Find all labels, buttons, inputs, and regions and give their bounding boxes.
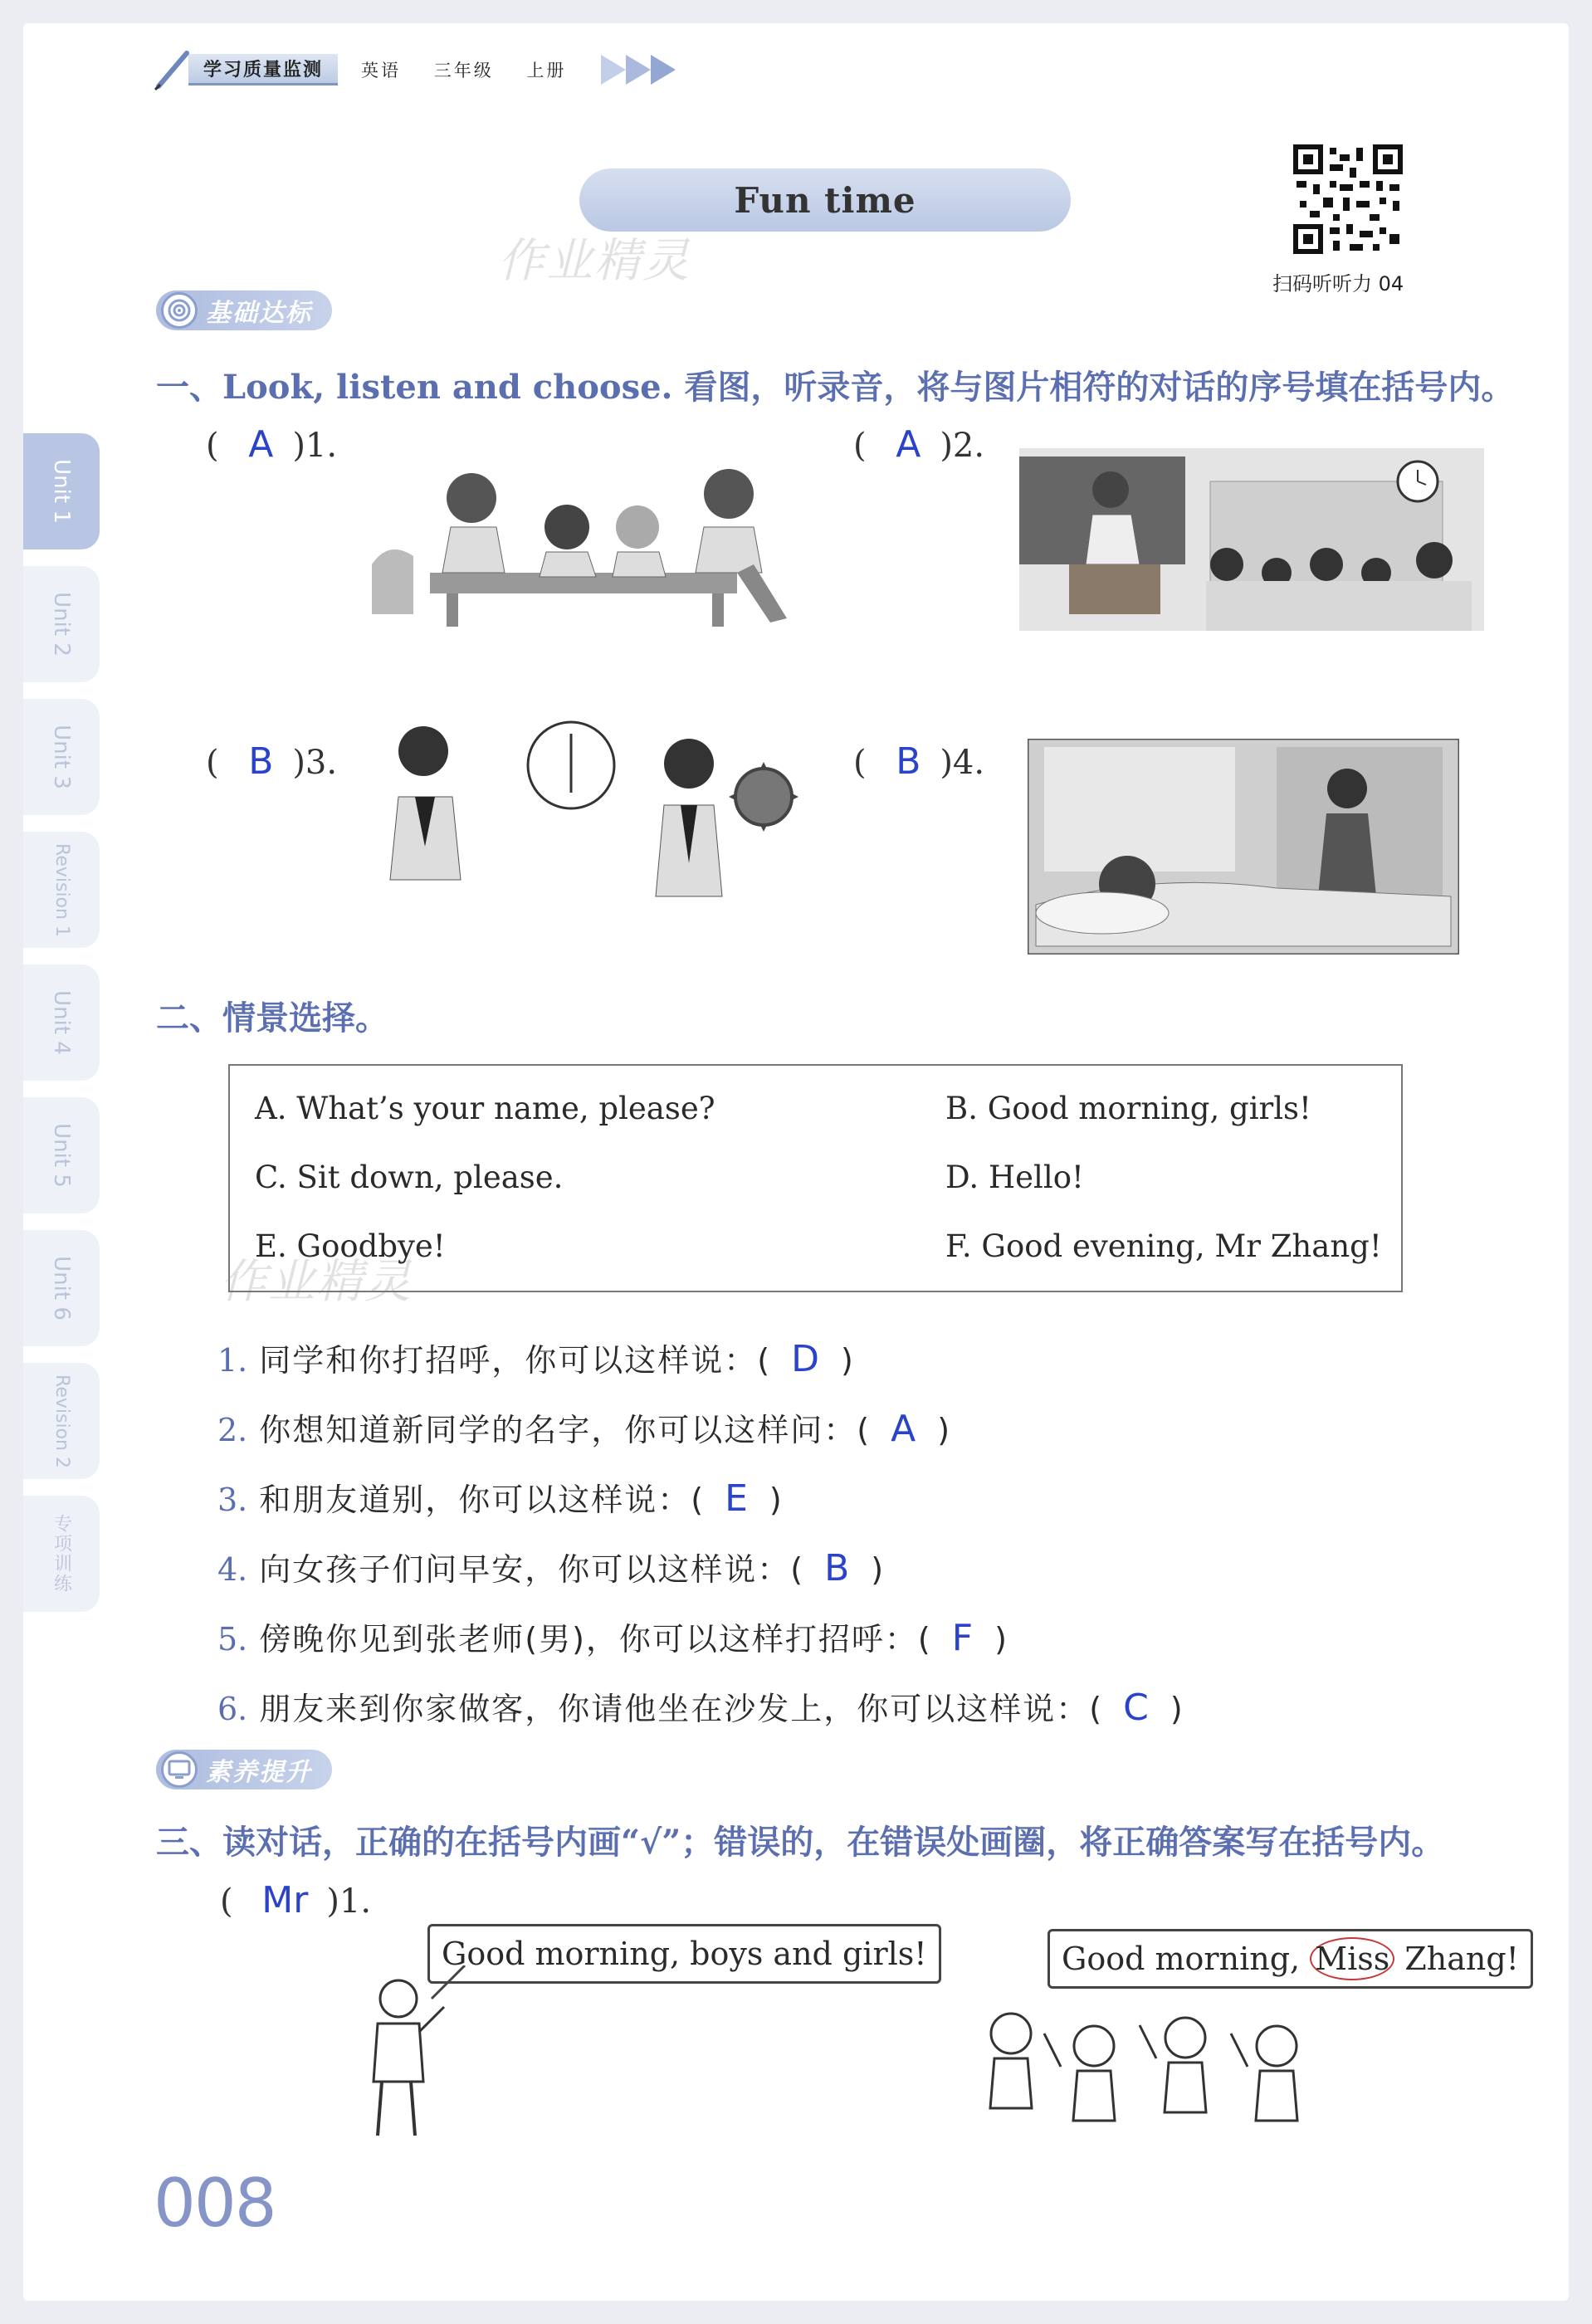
picture-kids-at-table bbox=[364, 448, 795, 631]
watermark: 作业精灵 bbox=[220, 1255, 413, 1309]
tab-special-training[interactable]: 专项训练 bbox=[23, 1496, 100, 1612]
choice-b: B. Good morning, girls! bbox=[945, 1091, 1311, 1126]
page-title: Fun time bbox=[579, 168, 1071, 232]
choice-a: A. What’s your name, please? bbox=[255, 1091, 715, 1126]
screen-icon bbox=[161, 1751, 198, 1788]
answer[interactable]: E bbox=[725, 1477, 750, 1520]
picture-kids-waving bbox=[969, 2000, 1335, 2133]
term: 上册 bbox=[526, 61, 567, 81]
answer[interactable]: A bbox=[248, 423, 274, 466]
answer[interactable]: D bbox=[791, 1338, 821, 1380]
choice-e: E. Goodbye! bbox=[255, 1228, 446, 1264]
tab-unit-6[interactable]: Unit 6 bbox=[23, 1230, 100, 1346]
answer[interactable]: F bbox=[951, 1617, 975, 1659]
book-meta bbox=[361, 57, 591, 82]
target-icon bbox=[161, 292, 198, 329]
q2-item-1: 1. 同学和你打招呼，你可以这样说：( D ) bbox=[217, 1338, 855, 1380]
q1-item-1: ( A )1. bbox=[206, 423, 338, 466]
q1-item-4: ( B )4. bbox=[853, 740, 985, 783]
tab-revision-2[interactable]: Revision 2 bbox=[23, 1363, 100, 1479]
speech-bubble-teacher: Good morning, boys and girls! bbox=[427, 1924, 941, 1984]
choice-c: C. Sit down, please. bbox=[255, 1160, 564, 1195]
picture-clock-and-sun bbox=[374, 714, 813, 938]
q2-item-2: 2. 你想知道新同学的名字，你可以这样问：( A ) bbox=[217, 1408, 952, 1450]
qr-caption: 扫码听听力 04 bbox=[1272, 272, 1404, 295]
tab-unit-4[interactable]: Unit 4 bbox=[23, 964, 100, 1081]
picture-boy-in-bed bbox=[1028, 739, 1459, 954]
watermark: 作业精灵 bbox=[498, 234, 691, 288]
choice-f: F. Good evening, Mr Zhang! bbox=[945, 1228, 1382, 1264]
q2-item-5: 5. 傍晚你见到张老师(男)，你可以这样打招呼：( F ) bbox=[217, 1617, 1008, 1659]
tab-unit-1[interactable]: Unit 1 bbox=[23, 433, 100, 549]
choices-box bbox=[228, 1064, 1403, 1292]
tab-revision-1[interactable]: Revision 1 bbox=[23, 832, 100, 948]
answer[interactable]: B bbox=[248, 740, 274, 783]
answer[interactable]: Mr bbox=[261, 1879, 309, 1921]
question-2-heading: 二、情景选择。 bbox=[156, 998, 388, 1038]
q1-item-3: ( B )3. bbox=[206, 740, 338, 783]
answer[interactable]: A bbox=[896, 423, 921, 466]
book-title: 学习质量监测 bbox=[188, 54, 338, 85]
tab-unit-2[interactable]: Unit 2 bbox=[23, 566, 100, 682]
answer[interactable]: C bbox=[1123, 1687, 1150, 1729]
speech-bubble-kids: Good morning, Miss Zhang! bbox=[1047, 1929, 1533, 1989]
answer[interactable]: B bbox=[824, 1547, 852, 1589]
running-header bbox=[154, 48, 709, 91]
tab-unit-3[interactable]: Unit 3 bbox=[23, 699, 100, 815]
qr-code-icon[interactable] bbox=[1293, 144, 1403, 254]
question-3-heading: 三、读对话，正确的在括号内画“√”；错误的，在错误处画圈，将正确答案写在括号内。 bbox=[156, 1823, 1445, 1862]
section-tag-advanced: 素养提升 bbox=[156, 1750, 332, 1789]
q2-item-6: 6. 朋友来到你家做客，你请他坐在沙发上，你可以这样说：( C ) bbox=[217, 1687, 1184, 1729]
pencil-icon bbox=[154, 48, 193, 91]
picture-classroom bbox=[1019, 448, 1484, 631]
circled-error: Miss bbox=[1310, 1937, 1394, 1980]
choice-d: D. Hello! bbox=[945, 1160, 1084, 1195]
q1-item-2: ( A )2. bbox=[853, 423, 985, 466]
q2-item-3: 3. 和朋友道别，你可以这样说：( E ) bbox=[217, 1477, 784, 1520]
q3-item-1: ( Mr )1. bbox=[220, 1879, 372, 1921]
answer[interactable]: B bbox=[896, 740, 921, 783]
subject: 英语 bbox=[361, 61, 402, 81]
grade: 三年级 bbox=[433, 61, 494, 81]
question-1-heading: 一、Look, listen and choose. 看图，听录音，将与图片相符的对话的序号填在括号内。 bbox=[156, 368, 1515, 407]
answer[interactable]: A bbox=[891, 1408, 918, 1450]
picture-teacher bbox=[365, 1965, 481, 2140]
double-chevron-icon bbox=[601, 48, 709, 91]
page-number: 008 bbox=[154, 2165, 276, 2242]
q2-item-4: 4. 向女孩子们问早安，你可以这样说：( B ) bbox=[217, 1547, 886, 1589]
section-tag-basic: 基础达标 bbox=[156, 290, 332, 330]
tab-unit-5[interactable]: Unit 5 bbox=[23, 1097, 100, 1213]
